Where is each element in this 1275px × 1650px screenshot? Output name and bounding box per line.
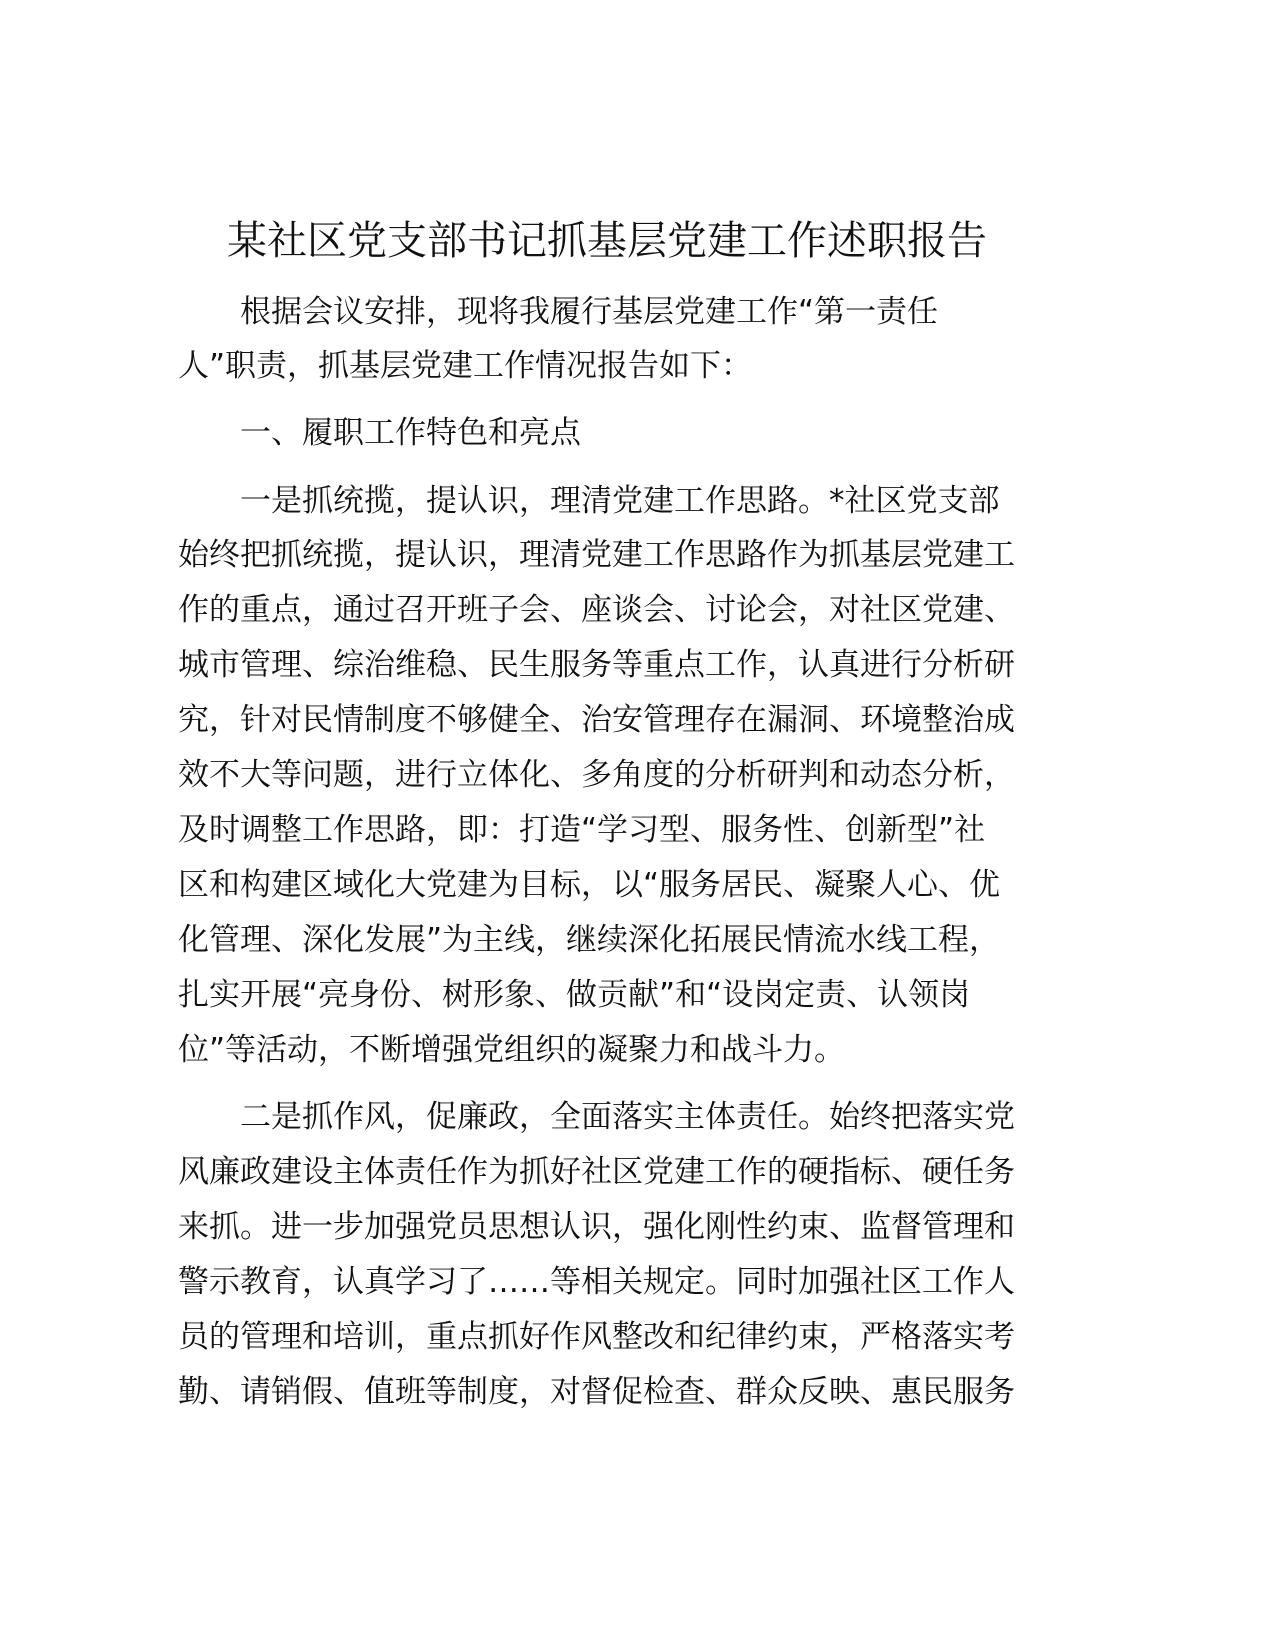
document-title: 某社区党支部书记抓基层党建工作述职报告: [227, 218, 987, 264]
paragraph-1-line-4: 城市管理、综治维稳、民生服务等重点工作，认真进行分析研: [178, 647, 1015, 683]
paragraph-1-line-2: 始终把抓统揽，提认识，理清党建工作思路作为抓基层党建工: [178, 537, 1015, 573]
paragraph-1-line-5: 究，针对民情制度不够健全、治安管理存在漏洞、环境整治成: [178, 702, 1015, 738]
paragraph-1-line-8: 区和构建区域化大党建为目标，以“服务居民、凝聚人心、优: [178, 867, 1001, 903]
paragraph-1-line-11: 位”等活动，不断增强党组织的凝聚力和战斗力。: [178, 1032, 846, 1068]
paragraph-2-line-1: 二是抓作风，促廉政，全面落实主体责任。始终把落实党: [240, 1099, 1015, 1135]
paragraph-2-line-2: 风廉政建设主体责任作为抓好社区党建工作的硬指标、硬任务: [178, 1154, 1015, 1190]
paragraph-1-line-6: 效不大等问题，进行立体化、多角度的分析研判和动态分析，: [178, 757, 1015, 793]
paragraph-intro-line-1: 根据会议安排，现将我履行基层党建工作“第一责任: [240, 294, 939, 330]
paragraph-1-line-1: 一是抓统揽，提认识，理清党建工作思路。*社区党支部: [240, 483, 1000, 519]
paragraph-2-line-4: 警示教育，认真学习了……等相关规定。同时加强社区工作人: [178, 1264, 1015, 1300]
paragraph-2-line-5: 员的管理和培训，重点抓好作风整改和纪律约束，严格落实考: [178, 1319, 1015, 1355]
paragraph-intro-line-2: 人”职责，抓基层党建工作情况报告如下：: [178, 348, 753, 384]
paragraph-1-line-10: 扎实开展“亮身份、树形象、做贡献”和“设岗定责、认领岗: [178, 977, 971, 1013]
paragraph-1-line-3: 作的重点，通过召开班子会、座谈会、讨论会，对社区党建、: [178, 592, 1015, 628]
paragraph-2-line-6: 勤、请销假、值班等制度，对督促检查、群众反映、惠民服务: [178, 1374, 1015, 1410]
paragraph-1-line-7: 及时调整工作思路，即：打造“学习型、服务性、创新型”社: [178, 812, 986, 848]
section-heading-1: 一、履职工作特色和亮点: [240, 415, 581, 451]
paragraph-2-line-3: 来抓。进一步加强党员思想认识，强化刚性约束、监督管理和: [178, 1209, 1015, 1245]
paragraph-1-line-9: 化管理、深化发展”为主线，继续深化拓展民情流水线工程，: [178, 922, 1001, 958]
